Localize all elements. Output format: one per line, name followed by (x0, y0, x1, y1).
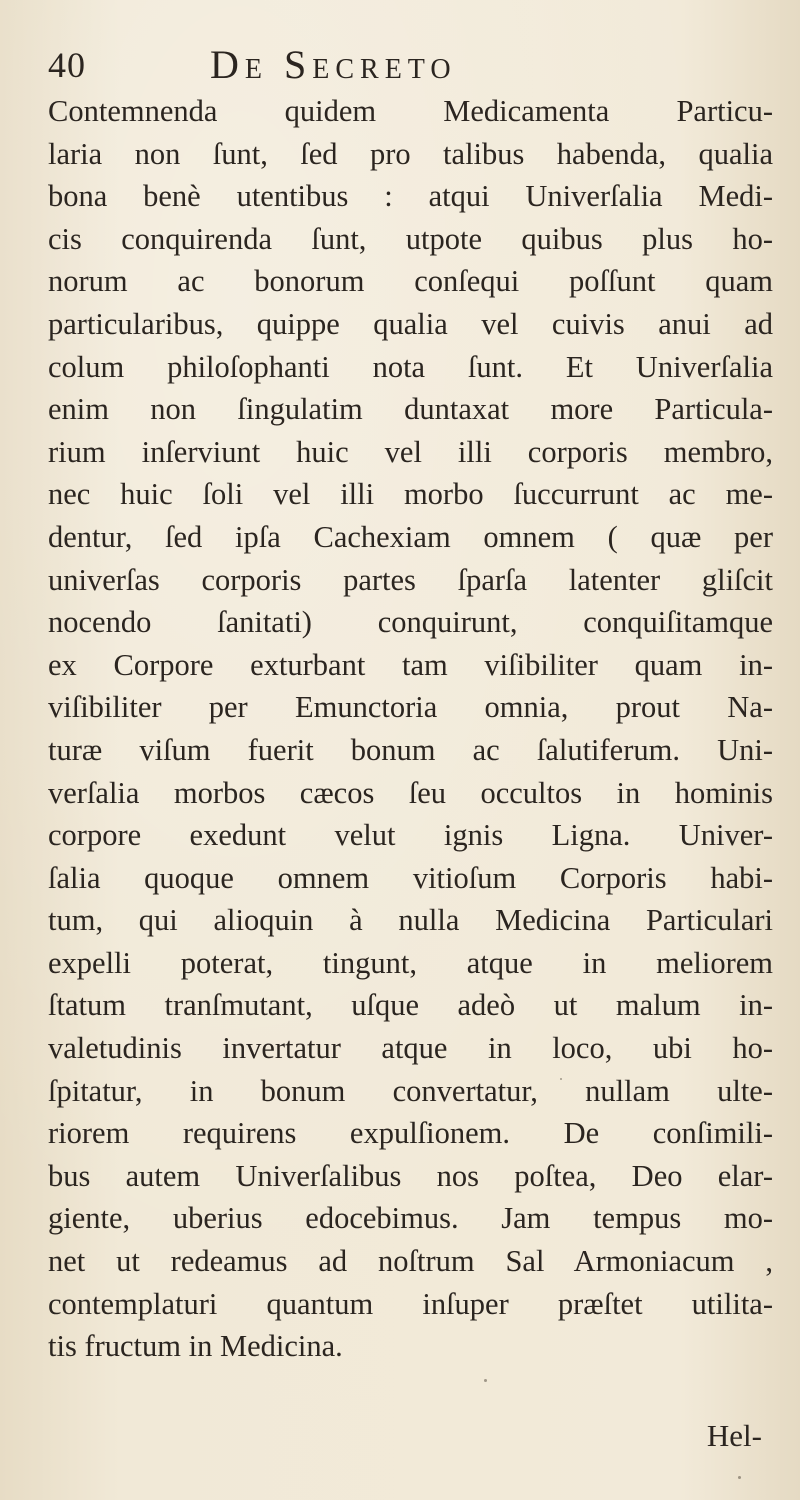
text-line: ex Corpore exturbant tam viſibiliter quam in- (48, 647, 773, 682)
page-number: 40 (48, 45, 86, 85)
catchword: Hel- (706, 1418, 762, 1453)
text-line: particularibus, quippe qualia vel cuivis anui ad (48, 306, 773, 341)
text-line: cis conquirenda ſunt, utpote quibus plus ho- (48, 221, 773, 256)
text-line: ſpitatur, in bonum convertatur, nullam ulte- (48, 1073, 773, 1108)
text-line: contemplaturi quantum inſuper præſtet utilita- (48, 1286, 773, 1321)
text-line: bona benè utentibus : atqui Univerſalia Medi- (48, 179, 773, 214)
text-line: corpore exedunt velut ignis Ligna. Univer- (48, 818, 773, 853)
text-line: norum ac bonorum conſequi poſſunt quam (48, 264, 773, 299)
text-line: net ut redeamus ad noſtrum Sal Armoniacum , (48, 1244, 773, 1279)
text-line: ſtatum tranſmutant, uſque adeò ut malum in- (48, 988, 773, 1023)
text-line: univerſas corporis partes ſparſa latenter gliſcit (48, 562, 773, 597)
text-line: giente, uberius edocebimus. Jam tempus mo- (48, 1201, 773, 1236)
running-title: De Secreto (210, 42, 457, 87)
page-header (48, 42, 768, 92)
ink-speck (560, 1078, 562, 1080)
text-line: laria non ſunt, ſed pro talibus habenda, qualia (48, 136, 773, 171)
text-line: enim non ſingulatim duntaxat more Particula- (48, 392, 773, 427)
ink-speck (484, 1379, 487, 1382)
text-line: Contemnenda quidem Medicamenta Particu- (48, 94, 773, 128)
text-line: tum, qui alioquin à nulla Medicina Particulari (48, 903, 773, 938)
text-line: turæ viſum fuerit bonum ac ſalutiferum. Uni- (48, 732, 773, 767)
text-line: riorem requirens expulſionem. De conſimili- (48, 1116, 773, 1151)
text-line: colum philoſophanti nota ſunt. Et Univerſalia (48, 349, 773, 384)
text-line: tis fructum in Medicina. (48, 1329, 343, 1364)
text-line: ſalia quoque omnem vitioſum Corporis habi- (48, 860, 773, 895)
text-line: bus autem Univerſalibus nos poſtea, Deo elar- (48, 1158, 773, 1193)
text-line: nec huic ſoli vel illi morbo ſuccurrunt ac me- (48, 477, 773, 512)
body-text (48, 90, 773, 1368)
text-line: viſibiliter per Emunctoria omnia, prout Na- (48, 690, 773, 725)
text-line: nocendo ſanitati) conquirunt, conquiſitamque (48, 605, 773, 640)
ink-speck (738, 1476, 741, 1479)
text-line: dentur, ſed ipſa Cachexiam omnem ( quæ per (48, 519, 773, 554)
text-line: verſalia morbos cæcos ſeu occultos in hominis (48, 775, 773, 810)
text-line: valetudinis invertatur atque in loco, ubi ho- (48, 1031, 773, 1066)
text-line: rium inſerviunt huic vel illi corporis membro, (48, 434, 773, 469)
text-line: expelli poterat, tingunt, atque in meliorem (48, 945, 773, 980)
